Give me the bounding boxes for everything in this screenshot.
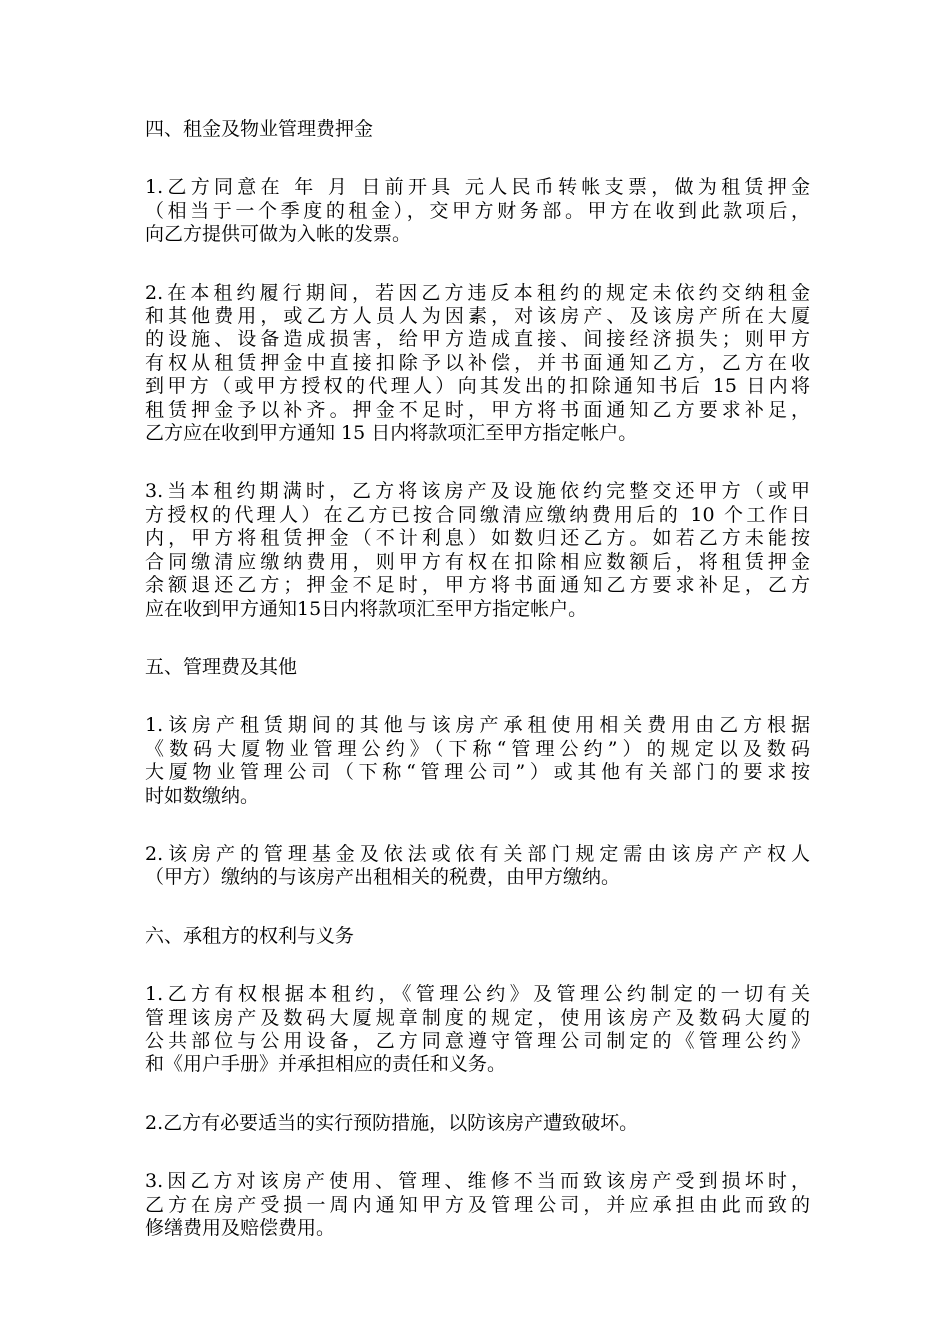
text-line: 和《用户手册》并承担相应的责任和义务。 — [145, 1053, 507, 1076]
section-4-paragraph-2 — [145, 282, 810, 446]
section-5-paragraph-2 — [145, 843, 810, 890]
text-line: 修缮费用及赔偿费用。 — [145, 1217, 336, 1239]
text-line: 1.该房产租赁期间的其他与该房产承租使用相关费用由乙方根据 — [145, 714, 810, 737]
text-line: （甲方）缴纳的与该房产出租相关的税费，由甲方缴纳。 — [145, 866, 621, 889]
section-4-heading: 四、租金及物业管理费押金 — [145, 118, 374, 140]
section-6-heading: 六、承租方的权利与义务 — [145, 924, 355, 947]
text-line: 3.因乙方对该房产使用、管理、维修不当而致该房产受到损坏时， — [145, 1170, 810, 1193]
text-line: 2.乙方有必要适当的实行预防措施，以防该房产遭致破坏。 — [145, 1111, 639, 1134]
text-line: 应在收到甲方通知15日内将款项汇至甲方指定帐户。 — [145, 597, 588, 620]
section-6-paragraph-1 — [145, 983, 810, 1077]
text-line: 租赁押金予以补齐。押金不足时，甲方将书面通知乙方要求补足， — [145, 398, 810, 421]
text-line: 《数码大厦物业管理公约》（下称“管理公约”）的规定以及数码 — [145, 737, 810, 760]
section-5-heading: 五、管理费及其他 — [145, 655, 298, 678]
text-line: 1.乙方同意在 年 月 日前开具 元人民币转帐支票，做为租赁押金 — [145, 176, 810, 199]
text-line: 2.该房产的管理基金及依法或依有关部门规定需由该房产产权人 — [145, 842, 810, 865]
text-line: 时如数缴纳。 — [145, 784, 260, 807]
text-line: 大厦物业管理公司（下称“管理公司”）或其他有关部门的要求按 — [145, 761, 810, 784]
text-line: 方授权的代理人）在乙方已按合同缴清应缴纳费用后的 10 个工作日 — [145, 503, 810, 526]
text-line: 乙方在房产受损一周内通知甲方及管理公司，并应承担由此而致的 — [145, 1193, 810, 1216]
text-line: 和其他费用，或乙方人员人为因素，对该房产、及该房产所在大厦 — [145, 305, 810, 328]
text-line: 2.在本租约履行期间，若因乙方违反本租约的规定未依约交纳租金 — [145, 281, 810, 304]
text-line: 余额退还乙方；押金不足时，甲方将书面通知乙方要求补足，乙方 — [145, 574, 810, 597]
section-4-paragraph-3 — [145, 480, 810, 620]
text-line: 内，甲方将租赁押金（不计利息）如数归还乙方。如若乙方未能按 — [145, 527, 810, 550]
section-6-paragraph-2 — [145, 1112, 810, 1135]
text-line: 合同缴清应缴纳费用，则甲方有权在扣除相应数额后，将租赁押金 — [145, 550, 810, 573]
text-line: 管理该房产及数码大厦规章制度的规定，使用该房产及数码大厦的 — [145, 1006, 810, 1029]
text-line: 有权从租赁押金中直接扣除予以补偿，并书面通知乙方，乙方在收 — [145, 351, 810, 374]
text-line: 3.当本租约期满时，乙方将该房产及设施依约完整交还甲方（或甲 — [145, 480, 810, 503]
document-body — [145, 118, 810, 1275]
text-line: 的设施、设备造成损害，给甲方造成直接、间接经济损失；则甲方 — [145, 328, 810, 351]
text-line: 乙方应在收到甲方通知 15 日内将款项汇至甲方指定帐户。 — [145, 422, 638, 445]
text-line: 公共部位与公用设备，乙方同意遵守管理公司制定的《管理公约》 — [145, 1029, 810, 1052]
section-6-paragraph-3 — [145, 1170, 810, 1240]
text-line: （相当于一个季度的租金），交甲方财务部。甲方在收到此款项后， — [145, 199, 810, 222]
text-line: 向乙方提供可做为入帐的发票。 — [145, 223, 412, 246]
text-line: 1.乙方有权根据本租约，《管理公约》及管理公约制定的一切有关 — [145, 983, 810, 1006]
text-line: 到甲方（或甲方授权的代理人）向其发出的扣除通知书后 15 日内将 — [145, 375, 810, 398]
section-5-paragraph-1 — [145, 714, 810, 808]
section-4-paragraph-1 — [145, 176, 810, 246]
